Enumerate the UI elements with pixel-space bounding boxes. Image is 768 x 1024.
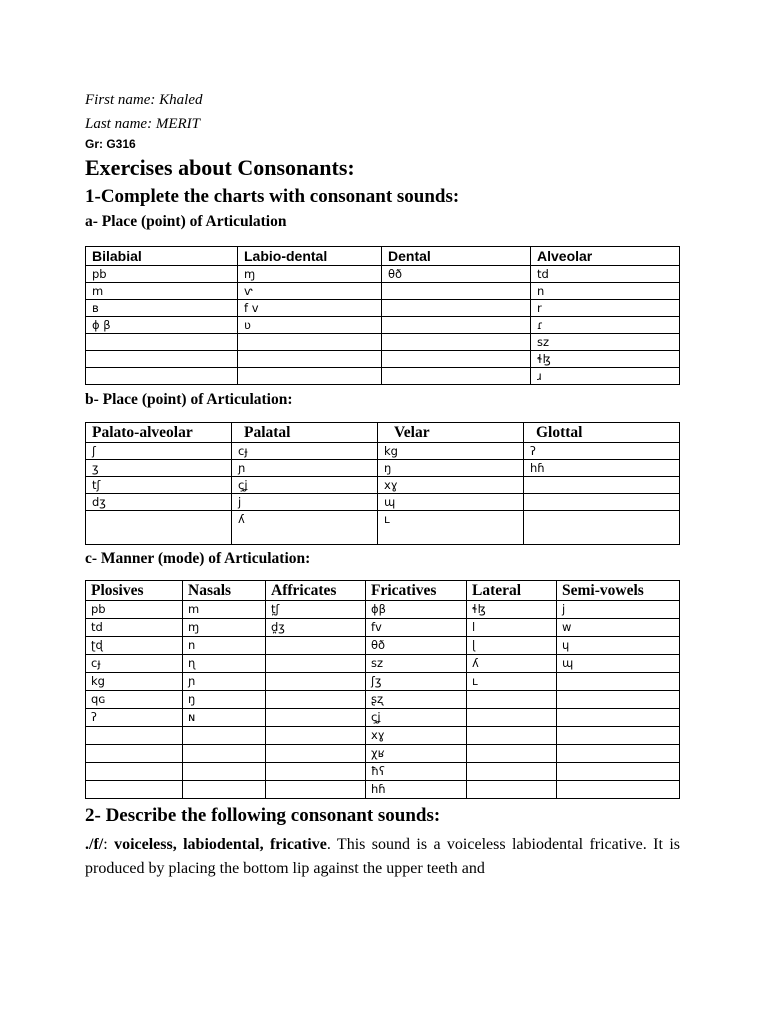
- table-cell: [183, 727, 266, 745]
- table-body: [86, 601, 680, 799]
- table-header-cell: Velar: [378, 423, 524, 443]
- table-body: [86, 266, 680, 385]
- table-cell: [266, 727, 366, 745]
- page-title: Exercises about Consonants:: [85, 155, 355, 180]
- table-row: [86, 709, 680, 727]
- table-cell: [86, 368, 238, 385]
- table-cell: ħʕ: [366, 763, 467, 781]
- table-row: [86, 460, 680, 477]
- table-cell: ⱱ: [238, 283, 382, 300]
- table-cell: [266, 745, 366, 763]
- table-cell: [266, 673, 366, 691]
- table-header-cell: Fricatives: [366, 581, 467, 601]
- table-cell: ʔ: [524, 443, 680, 460]
- table-cell: [467, 709, 557, 727]
- table-cell: [266, 763, 366, 781]
- table-cell: [524, 494, 680, 511]
- table-cell: [382, 283, 531, 300]
- table-cell: ɭ: [467, 637, 557, 655]
- table-cell: pb: [86, 601, 183, 619]
- table-row: [86, 673, 680, 691]
- table-cell: [557, 673, 680, 691]
- description-text: . This sound is a voiceless labiodental fricative. It is produced by placing the bottom lip against the upper teeth and: [85, 836, 680, 877]
- table-cell: n: [183, 637, 266, 655]
- table-cell: [467, 745, 557, 763]
- table-cell: [238, 351, 382, 368]
- table-row: [86, 727, 680, 745]
- table-header-cell: Affricates: [266, 581, 366, 601]
- table-cell: ʎ: [467, 655, 557, 673]
- table-cell: td: [86, 619, 183, 637]
- table-cell: ɸβ: [366, 601, 467, 619]
- table-cell: [266, 781, 366, 799]
- table-row: [86, 317, 680, 334]
- section-c-heading: c- Manner (mode) of Articulation:: [85, 550, 311, 567]
- table-cell: çʝ: [232, 477, 378, 494]
- table-header-row: [86, 423, 680, 443]
- table-cell: [86, 511, 232, 545]
- place-articulation-table-a: [85, 246, 680, 385]
- question-1: 1-Complete the charts with consonant sounds:: [85, 186, 460, 207]
- table-header-row: [86, 247, 680, 266]
- table-cell: [238, 334, 382, 351]
- table-row: [86, 691, 680, 709]
- table-cell: [266, 655, 366, 673]
- table-cell: ŋ: [378, 460, 524, 477]
- table-cell: hɦ: [366, 781, 467, 799]
- table-cell: cɟ: [232, 443, 378, 460]
- table-cell: [238, 368, 382, 385]
- table-row: [86, 637, 680, 655]
- table-cell: ɰ: [378, 494, 524, 511]
- table-cell: [557, 709, 680, 727]
- table-cell: [382, 317, 531, 334]
- table-header-cell: Palato-alveolar: [86, 423, 232, 443]
- table-cell: w: [557, 619, 680, 637]
- table-cell: r: [531, 300, 680, 317]
- table-cell: t̪ʃ: [266, 601, 366, 619]
- table-cell: ɳ: [183, 655, 266, 673]
- table-cell: ŋ: [183, 691, 266, 709]
- question-2: 2- Describe the following consonant sounds:: [85, 805, 441, 826]
- section-a-heading: a- Place (point) of Articulation: [85, 213, 287, 230]
- table-cell: ʟ: [378, 511, 524, 545]
- last-name: Last name: MERIT: [85, 116, 200, 132]
- table-header-cell: Glottal: [524, 423, 680, 443]
- table-row: [86, 745, 680, 763]
- table-cell: hɦ: [524, 460, 680, 477]
- table-cell: ʋ: [238, 317, 382, 334]
- table-cell: xɣ: [366, 727, 467, 745]
- table-cell: ɬɮ: [467, 601, 557, 619]
- table-header-cell: Plosives: [86, 581, 183, 601]
- table-cell: [467, 727, 557, 745]
- table-cell: [86, 745, 183, 763]
- table-header-cell: Alveolar: [531, 247, 680, 266]
- table-cell: ɲ: [183, 673, 266, 691]
- table-cell: tʃ: [86, 477, 232, 494]
- table-cell: ʔ: [86, 709, 183, 727]
- table-cell: ʈɖ: [86, 637, 183, 655]
- table-cell: [467, 781, 557, 799]
- table-cell: θð: [382, 266, 531, 283]
- table-cell: l: [467, 619, 557, 637]
- table-cell: j: [557, 601, 680, 619]
- table-cell: [86, 351, 238, 368]
- table-cell: [86, 334, 238, 351]
- table-cell: θð: [366, 637, 467, 655]
- table-cell: [557, 691, 680, 709]
- table-header-cell: Labio-dental: [238, 247, 382, 266]
- table-cell: ɲ: [232, 460, 378, 477]
- table-cell: d̪ʒ: [266, 619, 366, 637]
- table-header-cell: Semi-vowels: [557, 581, 680, 601]
- first-name: First name: Khaled: [85, 92, 203, 108]
- table-cell: ʃʒ: [366, 673, 467, 691]
- table-cell: ɱ: [238, 266, 382, 283]
- table-cell: [557, 745, 680, 763]
- table-cell: td: [531, 266, 680, 283]
- table-row: [86, 283, 680, 300]
- table-cell: ɱ: [183, 619, 266, 637]
- separator: :: [103, 836, 115, 853]
- table-cell: [266, 691, 366, 709]
- table-cell: ɥ: [557, 637, 680, 655]
- table-cell: ɹ: [531, 368, 680, 385]
- table-cell: ɾ: [531, 317, 680, 334]
- table-cell: [467, 691, 557, 709]
- table-row: [86, 351, 680, 368]
- phoneme-symbol: ./f/: [85, 836, 104, 853]
- table-cell: [557, 727, 680, 745]
- table-cell: cɟ: [86, 655, 183, 673]
- table-row: [86, 443, 680, 460]
- table-row: [86, 763, 680, 781]
- table-cell: [382, 300, 531, 317]
- manner-articulation-table: [85, 580, 680, 799]
- table-cell: ɬɮ: [531, 351, 680, 368]
- table-header-cell: Bilabial: [86, 247, 238, 266]
- description-paragraph: [85, 833, 680, 881]
- table-row: [86, 368, 680, 385]
- section-b-heading: b- Place (point) of Articulation:: [85, 391, 293, 408]
- table-cell: ʎ: [232, 511, 378, 545]
- table-cell: [86, 781, 183, 799]
- table-cell: xɣ: [378, 477, 524, 494]
- table-cell: [183, 781, 266, 799]
- table-cell: kg: [378, 443, 524, 460]
- table-cell: ʟ: [467, 673, 557, 691]
- table-cell: ɰ: [557, 655, 680, 673]
- table-cell: [382, 351, 531, 368]
- table-header-cell: Dental: [382, 247, 531, 266]
- table-cell: m: [183, 601, 266, 619]
- table-row: [86, 601, 680, 619]
- table-cell: ʙ: [86, 300, 238, 317]
- table-cell: ɸ β: [86, 317, 238, 334]
- table-cell: [557, 781, 680, 799]
- table-cell: [183, 763, 266, 781]
- table-cell: sz: [531, 334, 680, 351]
- table-header-cell: Palatal: [232, 423, 378, 443]
- table-cell: [86, 727, 183, 745]
- table-body: [86, 443, 680, 545]
- table-cell: [86, 763, 183, 781]
- table-header-row: [86, 581, 680, 601]
- place-articulation-table-b: [85, 422, 680, 545]
- table-cell: [524, 477, 680, 494]
- table-cell: çʝ: [366, 709, 467, 727]
- table-cell: [266, 709, 366, 727]
- table-cell: kg: [86, 673, 183, 691]
- table-row: [86, 511, 680, 545]
- table-cell: [467, 763, 557, 781]
- table-row: [86, 655, 680, 673]
- table-cell: f v: [238, 300, 382, 317]
- table-cell: pb: [86, 266, 238, 283]
- table-row: [86, 494, 680, 511]
- worksheet-page: [85, 88, 680, 881]
- table-cell: [183, 745, 266, 763]
- table-cell: [557, 763, 680, 781]
- table-cell: ʒ: [86, 460, 232, 477]
- table-cell: [382, 334, 531, 351]
- table-row: [86, 266, 680, 283]
- table-row: [86, 334, 680, 351]
- group: Gr: G316: [85, 137, 136, 151]
- table-cell: ɴ: [183, 709, 266, 727]
- table-cell: m: [86, 283, 238, 300]
- table-cell: sz: [366, 655, 467, 673]
- table-cell: fv: [366, 619, 467, 637]
- table-header-cell: Nasals: [183, 581, 266, 601]
- table-cell: [266, 637, 366, 655]
- table-cell: ʂʐ: [366, 691, 467, 709]
- table-cell: n: [531, 283, 680, 300]
- table-cell: χʁ: [366, 745, 467, 763]
- table-cell: [382, 368, 531, 385]
- phoneme-features: voiceless, labiodental, fricative: [114, 836, 327, 853]
- table-row: [86, 300, 680, 317]
- table-row: [86, 619, 680, 637]
- table-row: [86, 781, 680, 799]
- table-cell: ʃ: [86, 443, 232, 460]
- table-cell: qɢ: [86, 691, 183, 709]
- table-row: [86, 477, 680, 494]
- table-header-cell: Lateral: [467, 581, 557, 601]
- table-cell: [524, 511, 680, 545]
- table-cell: dʒ: [86, 494, 232, 511]
- table-cell: j: [232, 494, 378, 511]
